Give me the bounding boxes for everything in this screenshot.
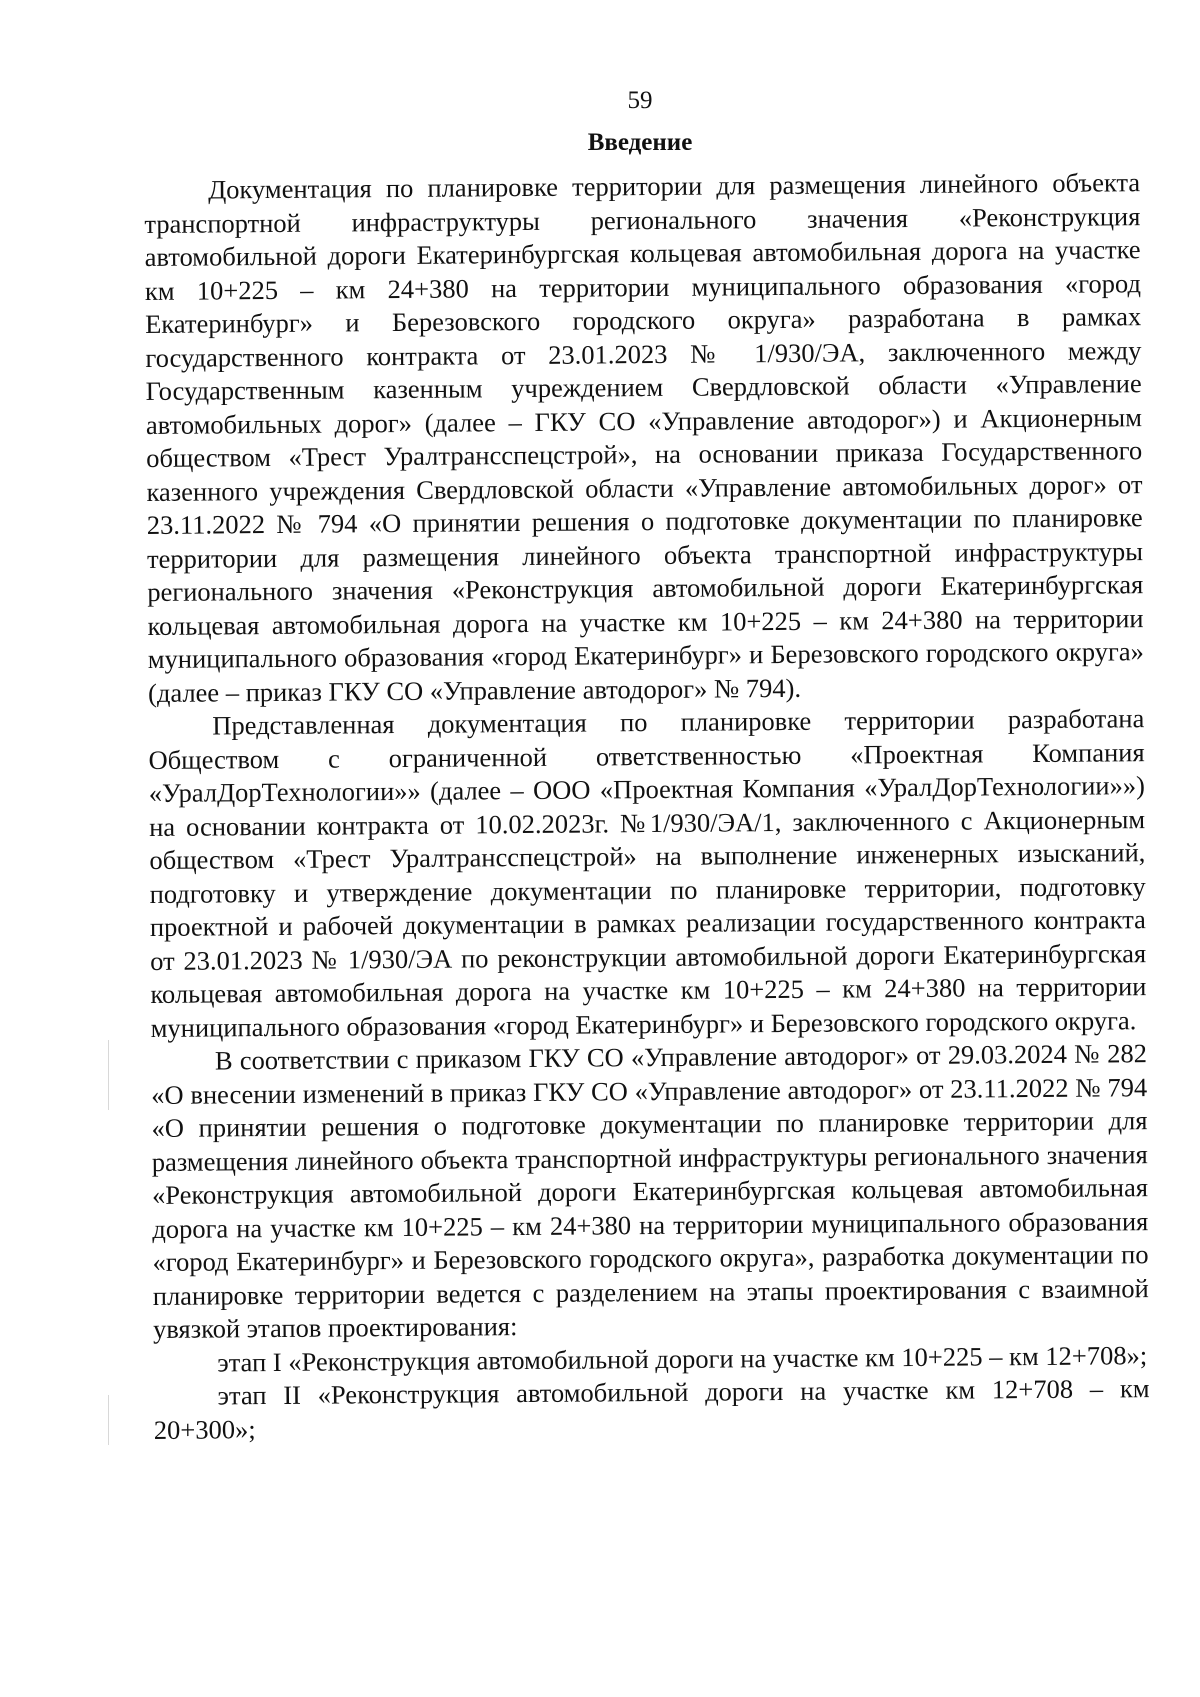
paragraph: В соответствии с приказом ГКУ СО «Управление автодорог» от 29.03.2024 № 282 «О внесении изменений в приказ ГКУ СО «Управление автодорог» от 23.11.2022 № 794 «О принятии решения о подготовке документации по планировке территории для размещения линейного объекта транспортной инфраструктуры регионального значения «Реконструкция автомобильной дороги Екатеринбургская кольцевая автомобильная дорога на участке км 10+225 – км 24+380 на территории муниципального образования «город Екатеринбург» и Березовского городского округа», разработка документации по планировке территории ведется с разделением на этапы проектирования с взаимной увязкой этапов проектирования:: [151, 1038, 1149, 1344]
paragraph: Документация по планировке территории для размещения линейного объекта транспортной инфраструктуры регионального значения «Реконструкция автомобильной дороги Екатеринбургская кольцевая автомобильная дорога на участке км 10+225 – км 24+380 на территории муниципального образования «город Екатеринбург» и Березовского городского округа» разработана в рамках государственного контракта от 23.01.2023 № 1/930/ЭА, заключенного между Государственным казенным учреждением Свердловской области «Управление автомобильных дорог» (далее – ГКУ СО «Управление автодорог») и Акционерным обществом «Трест Уралтрансспецстрой», на основании приказа Государственного казенного учреждения Свердловской области «Управление автомобильных дорог» от 23.11.2022 № 794 «О принятии решения о подготовке документации по планировке территории для размещения линейного объекта транспортной инфраструктуры регионального значения «Реконструкция автомобильной дороги Екатеринбургская кольцевая автомобильная дорога на участке км 10+225 – км 24+380 на территории муниципального образования «город Екатеринбург» и Березовского городского округа» (далее – приказ ГКУ СО «Управление автодорог» № 794).: [144, 167, 1144, 708]
paragraph: Представленная документация по планировке территории разработана Обществом с ограниченной ответственностью «Проектная Компания «УралДорТехнологии»» (далее – ООО «Проектная Компания «УралДорТехнологии»») на основании контракта от 10.02.2023г. №1/930/ЭА/1, заключенного с Акционерным обществом «Трест Уралтрансспецстрой» на выполнение инженерных изысканий, подготовку и утверждение документации по планировке территории, подготовку проектной и рабочей документации в рамках реализации государственного контракта от 23.01.2023 № 1/930/ЭА по реконструкции автомобильной дороги Екатеринбургская кольцевая автомобильная дорога на участке км 10+225 – км 24+380 на территории муниципального образования «город Екатеринбург» и Березовского городского округа.: [148, 703, 1147, 1043]
section-heading: Введение: [587, 129, 693, 156]
scan-artifact: [108, 1040, 109, 1110]
scan-artifact: [108, 1395, 109, 1445]
paragraph: этап II «Реконструкция автомобильной дороги на участке км 12+708 – км 20+300»;: [153, 1373, 1150, 1445]
document-body: [144, 166, 1150, 1447]
paragraph: этап I «Реконструкция автомобильной дороги на участке км 10+225 – км 12+708»;: [217, 1339, 1148, 1377]
page-number: 59: [627, 87, 653, 114]
